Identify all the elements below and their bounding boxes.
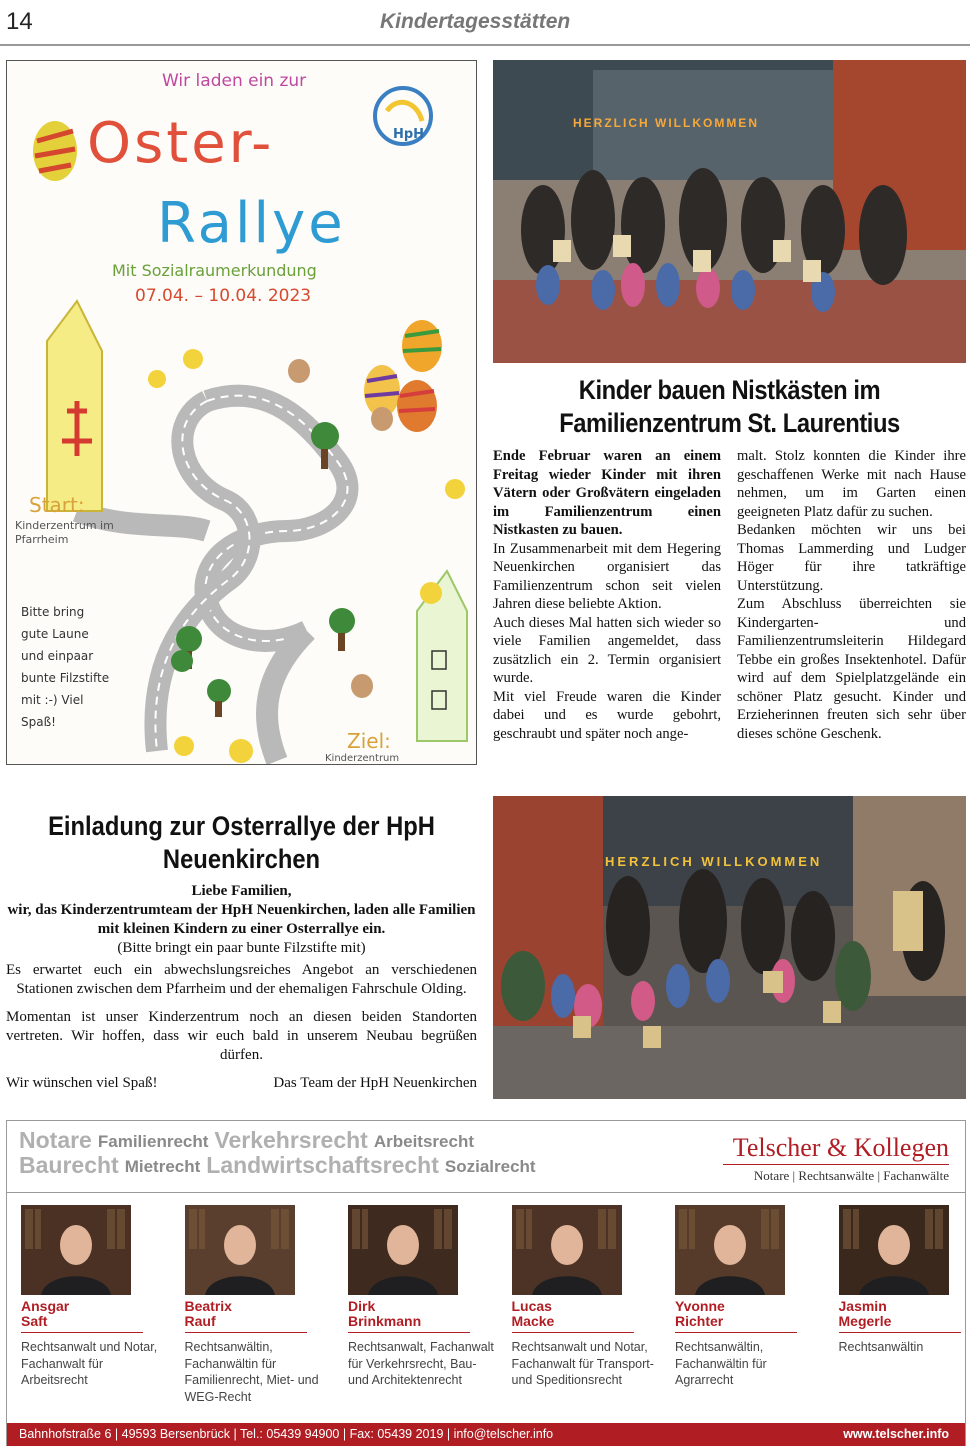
article-paragraph-5: Zum Abschluss überreichten sie Kindergarten- und Familienzentrumsleiterin Hildegard Tebbe ein großes Insektenhotel. Dafür wird auf dem Spielplatzgelände ein schöner Platz gesucht. Kinder und Erzieherinnen freuten sich sehr über dieses schöne Geschenk.	[737, 596, 966, 742]
section-title: Kindertagesstätten	[380, 10, 571, 33]
lawyer-last-name: Rauf	[184, 1313, 216, 1329]
lawyer-card	[21, 1205, 171, 1389]
poster-dates: 07.04. – 10.04. 2023	[135, 286, 312, 306]
article-intro: wir, das Kinderzentrumteam der HpH Neuenkirchen, laden alle Familien mit kleinen Kindern zu einer Osterrallye ein.	[7, 902, 476, 937]
article-lead: Ende Februar waren an einem Freitag wieder Kinder mit ihren Vätern oder Großvätern eingeladen im Familienzentrum einen Nistkasten zu bauen.	[493, 448, 721, 538]
lawyer-card	[839, 1205, 970, 1356]
lawyer-last-name: Megerle	[838, 1313, 892, 1329]
hph-logo: HpH	[393, 127, 425, 142]
lawyer-first-name: Yvonne	[675, 1298, 725, 1314]
lawyer-name	[839, 1299, 970, 1329]
poster-start-place: Kinderzentrum im Pfarrheim	[15, 519, 114, 546]
page-header	[0, 0, 970, 44]
keyword-familienrecht: Familienrecht	[97, 1132, 209, 1151]
lawyer-name	[21, 1299, 171, 1329]
keyword-landwirtschaftsrecht: Landwirtschaftsrecht	[206, 1152, 439, 1178]
lawyer-name-rule	[512, 1332, 634, 1333]
keyword-verkehrsrecht: Verkehrsrecht	[214, 1127, 368, 1153]
lawyer-role: Rechtsanwalt und Notar, Fachanwalt für Arbeitsrecht	[21, 1340, 158, 1387]
article-osterrallye-p2: Momentan ist unser Kinderzentrum noch an diesen beiden Standorten vertreten. Wir hoffen, dass wir euch bald in unserem Neubau begrüßen dürfen.	[6, 1009, 477, 1063]
article-osterrallye-body	[6, 882, 477, 1093]
footer-website-link[interactable]: www.telscher.info	[843, 1427, 949, 1441]
poster-title-line2: Rallye	[157, 191, 346, 256]
closing-wish: Wir wünschen viel Spaß!	[6, 1075, 158, 1091]
article-closing	[6, 1074, 477, 1093]
lawyer-name-rule	[185, 1332, 307, 1333]
poster-title-line1: Oster-	[87, 111, 275, 176]
lawyer-role: Rechtsanwältin, Fachanwältin für Familienrecht, Miet- und WEG-Recht	[184, 1340, 319, 1404]
poster-goal-label: Ziel:	[347, 729, 391, 753]
article-paragraph-2: Auch dieses Mal hatten sich wieder so viele Familien angemeldet, dass zusätzlich ein 2. Termin organisiert wurde.	[493, 614, 721, 686]
ad-footer	[7, 1423, 965, 1446]
keyword-baurecht: Baurecht	[19, 1152, 119, 1178]
closing-signature: Das Team der HpH Neuenkirchen	[273, 1075, 477, 1091]
keyword-notare: Notare	[19, 1127, 92, 1153]
poster-subtitle: Mit Sozialraumerkundung	[112, 261, 317, 280]
header-rule	[0, 44, 970, 46]
easter-rally-poster	[6, 60, 477, 765]
article-paragraph-3a: Mit viel Freude waren die Kinder dabei und es wurde gebohrt, geschraubt und später noch ange-	[493, 688, 721, 742]
article-paragraph-3b: malt. Stolz konnten die Kinder ihre geschaffenen Werke mit nach Hause nehmen, um im Garten einen geeigneten Platz dafür zu suchen.	[737, 448, 966, 520]
lawyer-portrait	[348, 1205, 458, 1295]
firm-subtitle: Notare | Rechtsanwälte | Fachanwälte	[753, 1168, 949, 1183]
poster-invite: Wir laden ein zur	[162, 71, 307, 91]
lawyer-portrait	[675, 1205, 785, 1295]
photo2-scene	[493, 796, 966, 1099]
lawyer-name-rule	[348, 1332, 470, 1333]
ad-header	[7, 1121, 965, 1193]
lawyer-role: Rechtsanwalt und Notar, Fachanwalt für Transport- und Speditionsrecht	[511, 1340, 654, 1387]
nistkasten-group-photo-2	[493, 796, 966, 1099]
photo1-scene	[493, 60, 966, 363]
footer-address: Bahnhofstraße 6 | 49593 Bersenbrück | Tel.: 05439 94900 | Fax: 05439 2019 | info@telscher.info	[19, 1427, 554, 1441]
lawyer-card	[185, 1205, 335, 1405]
lawyer-name	[512, 1299, 662, 1329]
nistkasten-group-photo-1	[493, 60, 966, 363]
lawyer-last-name: Brinkmann	[348, 1313, 422, 1329]
lawyer-card	[512, 1205, 662, 1389]
lawyer-card	[348, 1205, 498, 1389]
article-column-1	[493, 447, 721, 743]
article-column-2	[737, 447, 966, 743]
keyword-mietrecht: Mietrecht	[124, 1157, 201, 1176]
lawyer-first-name: Beatrix	[184, 1298, 232, 1314]
lawyer-last-name: Saft	[21, 1313, 48, 1329]
telscher-ad	[6, 1120, 966, 1446]
lawyer-last-name: Macke	[511, 1313, 555, 1329]
article-osterrallye-p1: Es erwartet euch ein abwechslungsreiches Angebot an verschiedenen Stationen zwischen dem Pfarrheim und der ehemaligen Fahrschule Olding.	[6, 962, 477, 997]
lawyer-portrait	[21, 1205, 131, 1295]
article-title-nistkaesten: Kinder bauen Nistkästen im Familienzentrum St. Laurentius	[559, 375, 900, 438]
lawyer-role: Rechtsanwalt, Fachanwalt für Verkehrsrecht, Bau- und Architektenrecht	[348, 1340, 494, 1387]
lawyer-name	[675, 1299, 825, 1329]
lawyer-role: Rechtsanwältin	[838, 1340, 924, 1354]
article-paragraph-1: In Zusammenarbeit mit dem Hegering Neuenkirchen organisiert das Familienzentrum schon seit vielen Jahren diese beliebte Aktion.	[493, 540, 721, 612]
lawyer-portrait	[839, 1205, 949, 1295]
article-greeting: Liebe Familien,	[191, 883, 292, 899]
lawyer-first-name: Jasmin	[838, 1298, 887, 1314]
lawyer-name-rule	[675, 1332, 797, 1333]
photo2-banner: HERZLICH WILLKOMMEN	[605, 854, 823, 869]
article-note: (Bitte bringt ein paar bunte Filzstifte mit)	[117, 940, 366, 956]
lawyer-name-rule	[839, 1332, 961, 1333]
lawyer-role: Rechtsanwältin, Fachanwältin für Agrarrecht	[675, 1340, 767, 1387]
firm-rule	[723, 1164, 949, 1165]
lawyer-name	[348, 1299, 498, 1329]
page-number: 14	[6, 8, 33, 35]
poster-note: Bitte bring gute Laune und einpaar bunte Filzstifte mit :-) Viel Spaß!	[21, 605, 110, 729]
keyword-sozialrecht: Sozialrecht	[444, 1157, 536, 1176]
lawyer-name-rule	[21, 1332, 143, 1333]
lawyer-name	[185, 1299, 335, 1329]
lawyer-card	[675, 1205, 825, 1389]
lawyer-first-name: Ansgar	[21, 1298, 70, 1314]
firm-name: Telscher & Kollegen	[732, 1133, 949, 1162]
poster-start-label: Start:	[29, 493, 85, 517]
poster-goal-place: Kinderzentrum	[325, 753, 400, 764]
article-paragraph-4: Bedanken möchten wir uns bei Thomas Lammerding und Ludger Höger für ihre tatkräftige Unterstützung.	[737, 522, 966, 594]
lawyer-portrait	[512, 1205, 622, 1295]
lawyer-portrait	[185, 1205, 295, 1295]
lawyer-first-name: Dirk	[348, 1298, 376, 1314]
lawyer-first-name: Lucas	[511, 1298, 552, 1314]
photo1-banner: HERZLICH WILLKOMMEN	[573, 116, 759, 130]
lawyer-last-name: Richter	[675, 1313, 724, 1329]
keyword-arbeitsrecht: Arbeitsrecht	[373, 1132, 474, 1151]
article-title-osterrallye: Einladung zur Osterrallye der HpH Neuenkirchen	[48, 811, 435, 874]
